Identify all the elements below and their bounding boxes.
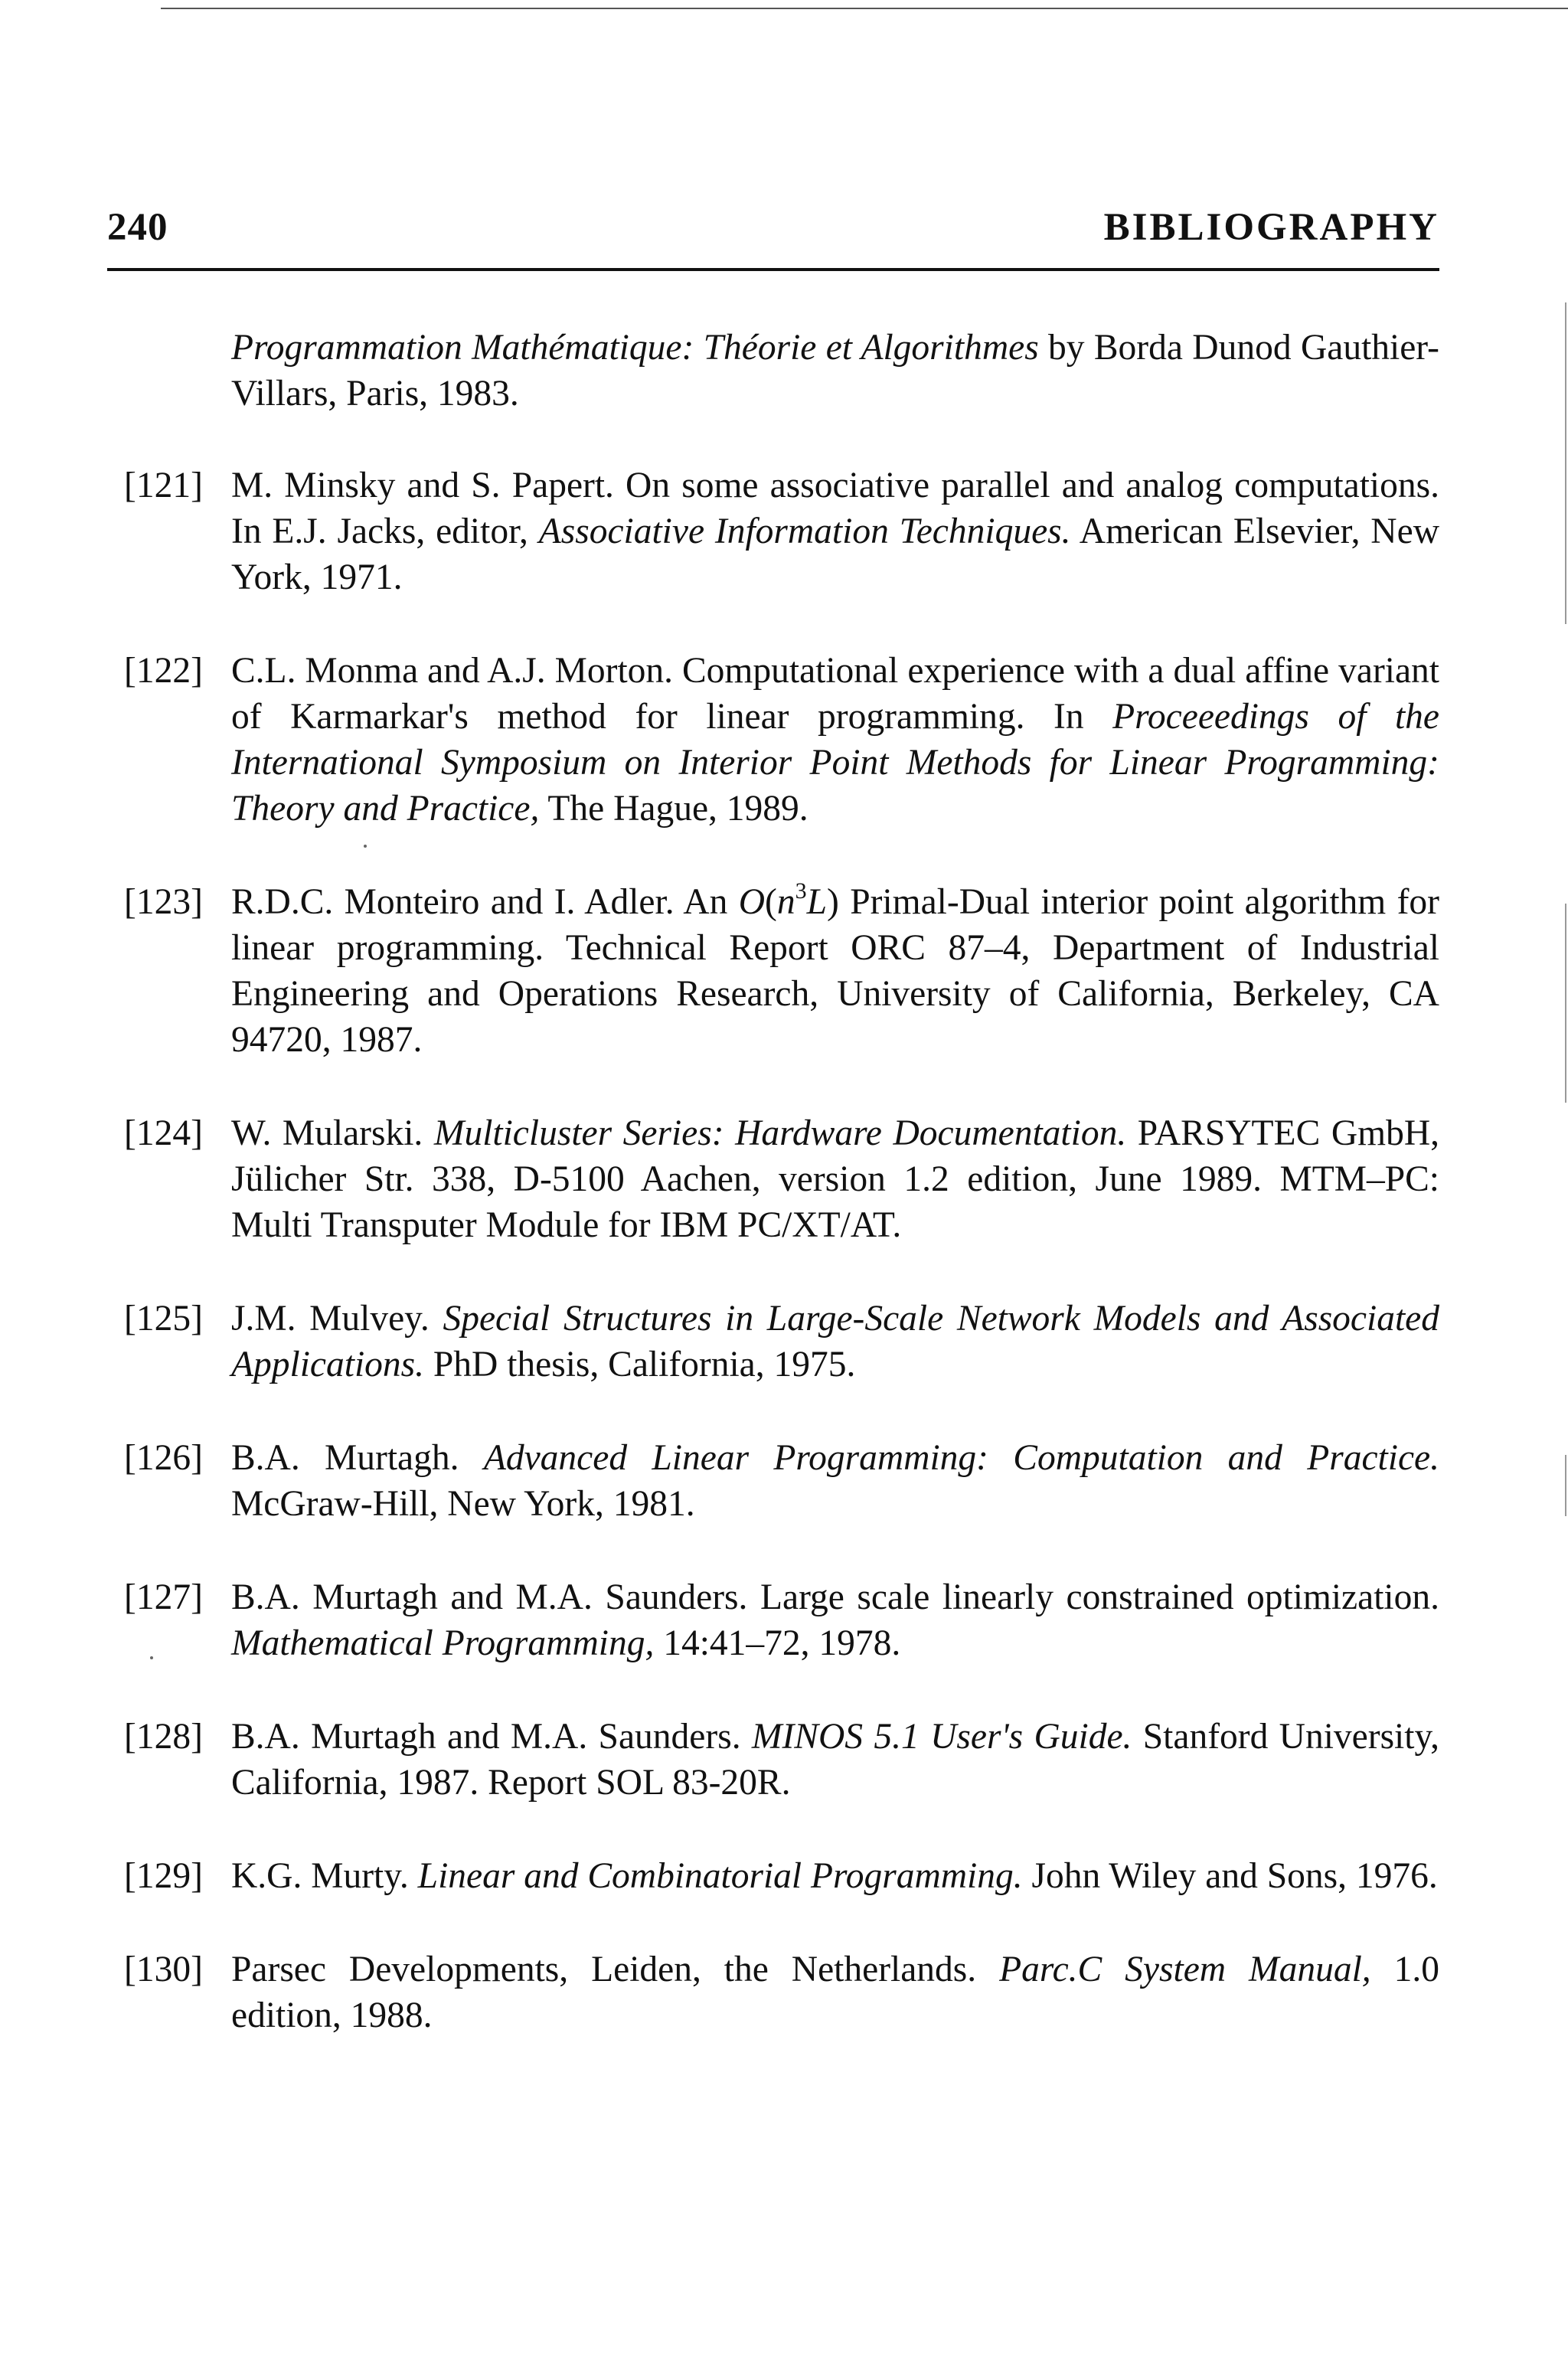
plain-text: ) Primal-Dual interior point algorithm for linear programming. Technical Report ORC 87–4, Department of Industrial Engineering and Operations Research, University of California, Berkeley, CA 94720, 1987. [231, 882, 1439, 1060]
reference-entry [124, 1110, 1439, 1248]
plain-text: American Elsevier, New York, 1971. [231, 512, 1439, 597]
reference-title: Programmation Mathématique: Théorie et Algorithmes [231, 328, 1039, 368]
scan-speck [364, 845, 367, 848]
reference-number: [128] [124, 1717, 203, 1757]
italic-text: Multicluster Series: Hardware Documentation. [433, 1113, 1127, 1153]
reference-number: [127] [124, 1577, 203, 1617]
reference-text [231, 1574, 1439, 1666]
scan-top-edge-line [161, 8, 1568, 9]
reference-entry [124, 879, 1439, 1063]
italic-text: Proceeedings of the International Symposium on Interior Point Methods for Linear Programming: Theory and Practice, [231, 697, 1439, 829]
reference-text [231, 1853, 1439, 1899]
plain-text: B.A. Murtagh and M.A. Saunders. Large scale linearly constrained optimization. [231, 1577, 1439, 1617]
page-header [107, 205, 1439, 271]
reference-entries [124, 463, 1439, 2038]
italic-text: O [738, 882, 766, 922]
reference-text [231, 648, 1439, 832]
page-number: 240 [107, 206, 168, 249]
plain-text: Parsec Developments, Leiden, the Netherlands. [231, 1950, 1000, 1989]
reference-text [231, 463, 1439, 600]
plain-text: K.G. Murty. [231, 1856, 418, 1896]
plain-text: PhD thesis, California, 1975. [424, 1345, 856, 1384]
reference-text [231, 1714, 1439, 1806]
plain-text: W. Mularski. [231, 1113, 434, 1153]
plain-text: PARSYTEC GmbH, Jülicher Str. 338, D-5100 Aachen, version 1.2 edition, June 1989. MTM–PC: Multi Transputer Module for IBM PC/XT/AT. [231, 1113, 1439, 1245]
reference-number: [129] [124, 1856, 203, 1896]
reference-text [231, 1296, 1439, 1388]
reference-entry [124, 1714, 1439, 1806]
reference-number: [130] [124, 1950, 203, 1989]
italic-text: MINOS 5.1 User's Guide. [751, 1717, 1132, 1757]
italic-text: Special Structures in Large-Scale Network Models and Associated Applications. [231, 1299, 1439, 1384]
reference-text [231, 879, 1439, 1063]
superscript: 3 [795, 878, 807, 904]
scan-margin-mark [1565, 1455, 1566, 1516]
reference-entry [124, 648, 1439, 832]
reference-text [231, 1110, 1439, 1248]
bibliography-list [124, 325, 1439, 2038]
italic-text: Parc.C System Manual, [999, 1950, 1371, 1989]
reference-text [231, 325, 1439, 417]
reference-entry [124, 463, 1439, 600]
reference-number: [122] [124, 651, 203, 691]
plain-text: John Wiley and Sons, 1976. [1022, 1856, 1438, 1896]
continued-reference [124, 325, 1439, 417]
running-head: BIBLIOGRAPHY [1103, 206, 1439, 249]
plain-text: McGraw-Hill, New York, 1981. [231, 1484, 695, 1524]
reference-text [231, 1947, 1439, 2038]
reference-number: [123] [124, 882, 203, 922]
plain-text: 1.0 edition, 1988. [231, 1950, 1439, 2035]
plain-text: B.A. Murtagh. [231, 1438, 484, 1478]
italic-text: L [806, 882, 828, 922]
plain-text: B.A. Murtagh and M.A. Saunders. [231, 1717, 752, 1757]
plain-text: R.D.C. Monteiro and I. Adler. An [231, 882, 739, 922]
reference-number: [121] [124, 466, 203, 505]
plain-text: M. Minsky and S. Papert. On some associative parallel and analog computations. In E.J. Jacks, editor, [231, 466, 1439, 551]
scan-margin-mark [1565, 904, 1566, 1103]
italic-text: Associative Information Techniques. [538, 512, 1071, 551]
reference-number: [125] [124, 1299, 203, 1339]
scan-margin-mark [1565, 302, 1566, 624]
plain-text: C.L. Monma and A.J. Morton. Computational experience with a dual affine variant of Karmarkar's method for linear programming. In [231, 651, 1439, 737]
plain-text: The Hague, 1989. [539, 789, 808, 829]
reference-entry [124, 1296, 1439, 1388]
scan-speck [150, 1656, 153, 1659]
reference-entry [124, 1947, 1439, 2038]
italic-text: n [776, 882, 795, 922]
reference-number: [124] [124, 1113, 203, 1153]
reference-number: [126] [124, 1438, 203, 1478]
reference-details: by Borda Dunod Gauthier-Villars, Paris, 1983. [231, 328, 1439, 413]
plain-text: ( [765, 882, 777, 922]
plain-text: Stanford University, California, 1987. Report SOL 83-20R. [231, 1717, 1439, 1803]
italic-text: Linear and Combinatorial Programming. [417, 1856, 1023, 1896]
reference-entry [124, 1574, 1439, 1666]
plain-text: 14:41–72, 1978. [654, 1623, 901, 1663]
plain-text: J.M. Mulvey. [231, 1299, 443, 1339]
reference-text [231, 1435, 1439, 1527]
reference-entry [124, 1853, 1439, 1899]
italic-text: Mathematical Programming, [231, 1623, 655, 1663]
reference-entry [124, 1435, 1439, 1527]
italic-text: Advanced Linear Programming: Computation and Practice. [483, 1438, 1439, 1478]
